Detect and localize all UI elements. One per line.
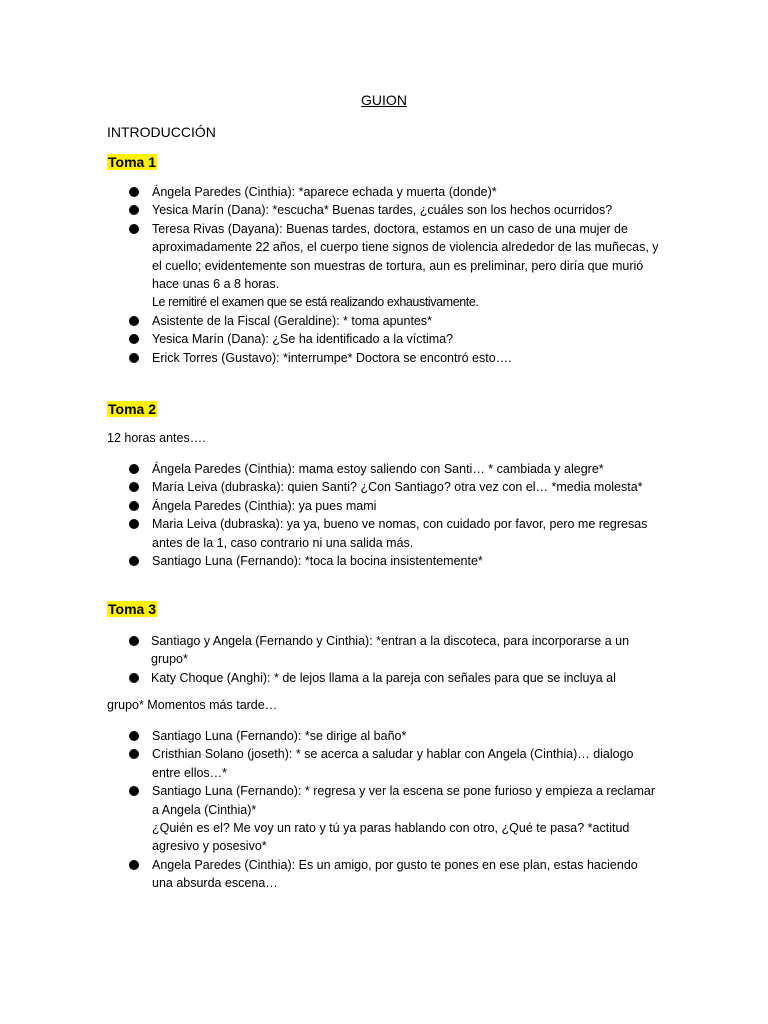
bullet-icon	[129, 731, 139, 741]
list-item: Angela Paredes (Cinthia): Es un amigo, por gusto te pones en ese plan, estas haciendo una absurda escena…	[0, 856, 662, 893]
list-item: Erick Torres (Gustavo): *interrumpe* Doctora se encontró esto….	[0, 349, 662, 367]
bullet-icon	[129, 353, 139, 363]
bullet-icon	[129, 673, 139, 683]
toma-1-list	[0, 183, 680, 367]
list-item: Santiago Luna (Fernando): *toca la bocina insistentemente*	[0, 552, 662, 570]
list-item: Yesica Marín (Dana): *escucha* Buenas tardes, ¿cuáles son los hechos ocurridos?	[0, 201, 662, 219]
bullet-icon	[129, 205, 139, 215]
list-item: Cristhian Solano (joseth): * se acerca a saludar y hablar con Angela (Cinthia)… dialogo entre ellos…*	[0, 745, 662, 782]
list-item: Maria Leiva (dubraska): ya ya, bueno ve nomas, con cuidado por favor, pero me regresas antes de la 1, caso contrario ni una salida más.	[0, 515, 662, 552]
bullet-icon	[129, 556, 139, 566]
bullet-icon	[129, 334, 139, 344]
bullet-icon	[129, 786, 139, 796]
list-item: María Leiva (dubraska): quien Santi? ¿Con Santiago? otra vez con el… *media molesta*	[0, 478, 662, 496]
bullet-icon	[129, 482, 139, 492]
list-item: Ángela Paredes (Cinthia): *aparece echada y muerta (donde)*	[0, 183, 662, 201]
bullet-icon	[129, 316, 139, 326]
list-item: Ángela Paredes (Cinthia): ya pues mami	[0, 497, 662, 515]
bullet-icon	[129, 860, 139, 870]
intro-heading: INTRODUCCIÓN	[107, 124, 216, 140]
toma-3-list-b	[0, 727, 680, 893]
document-title: GUION	[361, 92, 407, 108]
toma-2-intro: 12 horas antes….	[107, 431, 206, 445]
list-item: Teresa Rivas (Dayana): Buenas tardes, doctora, estamos en un caso de una mujer de aproximadamente 22 años, el cuerpo tiene signos de violencia alrededor de las muñecas, y el cuello; evidentemente son muestras de tortura, aun es preliminar, pero diría que murió hace unas 6 a 8 horas. Le remitiré el examen que se está realizando exhaustivamente.	[0, 220, 662, 312]
bullet-icon	[129, 749, 139, 759]
bullet-icon	[129, 636, 139, 646]
list-item: Santiago y Angela (Fernando y Cinthia): *entran a la discoteca, para incorporarse a un grupo*	[0, 632, 631, 669]
toma-2-heading: Toma 2	[108, 401, 156, 417]
bullet-icon	[129, 501, 139, 511]
list-item: Katy Choque (Anghi): * de lejos llama a la pareja con señales para que se incluya al	[0, 669, 631, 687]
toma-3-heading: Toma 3	[108, 601, 156, 617]
toma-2-list	[0, 460, 680, 570]
bullet-icon	[129, 187, 139, 197]
list-item: Ángela Paredes (Cinthia): mama estoy saliendo con Santi… * cambiada y alegre*	[0, 460, 662, 478]
bullet-icon	[129, 464, 139, 474]
list-item: Yesica Marín (Dana): ¿Se ha identificado a la víctima?	[0, 330, 662, 348]
toma-3-continuation: grupo* Momentos más tarde…	[107, 698, 278, 712]
list-item: Santiago Luna (Fernando): * regresa y ver la escena se pone furioso y empieza a reclamar a Angela (Cinthia)* ¿Quién es el? Me voy un rato y tú ya paras hablando con otro, ¿Qué te pasa? *actitud agresivo y posesivo*	[0, 782, 662, 856]
list-item: Santiago Luna (Fernando): *se dirige al baño*	[0, 727, 662, 745]
toma-1-heading: Toma 1	[108, 154, 156, 170]
bullet-icon	[129, 519, 139, 529]
bullet-icon	[129, 224, 139, 234]
list-item: Asistente de la Fiscal (Geraldine): * toma apuntes*	[0, 312, 662, 330]
toma-3-list-a	[0, 632, 680, 687]
